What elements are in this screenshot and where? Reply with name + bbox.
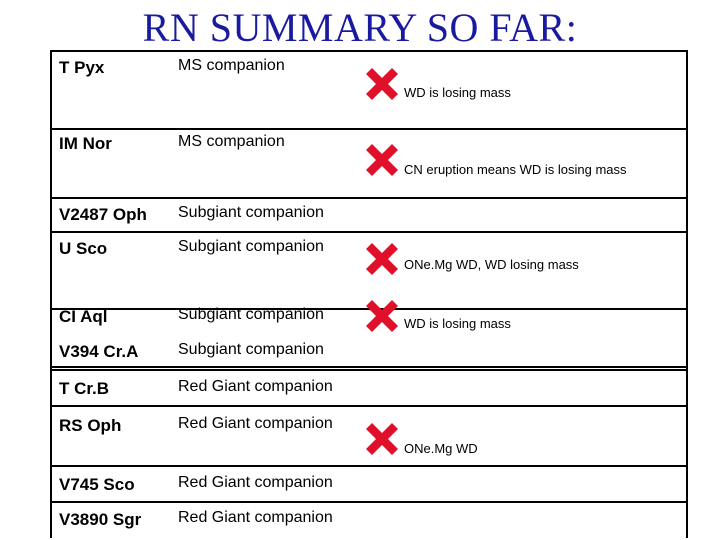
companion-type: Subgiant companion bbox=[178, 204, 324, 221]
x-mark-icon bbox=[364, 142, 400, 178]
note-text: ONe.Mg WD bbox=[404, 441, 478, 456]
companion-type: Subgiant companion bbox=[178, 306, 324, 323]
object-name: V2487 Oph bbox=[59, 205, 147, 224]
note-text: WD is losing mass bbox=[404, 316, 511, 331]
table-row bbox=[52, 130, 686, 199]
x-mark-icon bbox=[364, 241, 400, 277]
object-name: U Sco bbox=[59, 239, 108, 258]
table-row bbox=[52, 371, 686, 407]
companion-type: Red Giant companion bbox=[178, 509, 333, 526]
table-row bbox=[52, 199, 686, 233]
object-name: RS Oph bbox=[59, 416, 122, 435]
table-row bbox=[52, 407, 686, 467]
x-mark-icon bbox=[364, 421, 400, 457]
object-name: V745 Sco bbox=[59, 475, 135, 494]
table-row bbox=[52, 334, 686, 371]
note-text: ONe.Mg WD, WD losing mass bbox=[404, 257, 579, 272]
companion-type: Red Giant companion bbox=[178, 474, 333, 491]
x-mark-icon bbox=[364, 66, 400, 102]
summary-table bbox=[50, 50, 688, 538]
table-row bbox=[52, 52, 686, 130]
table-row bbox=[52, 467, 686, 503]
companion-type: MS companion bbox=[178, 57, 285, 74]
object-name: V3890 Sgr bbox=[59, 510, 142, 529]
note-text: WD is losing mass bbox=[404, 85, 511, 100]
slide-title: RN SUMMARY SO FAR: bbox=[142, 5, 578, 50]
companion-type: Subgiant companion bbox=[178, 341, 324, 358]
object-name: T Cr.B bbox=[59, 379, 110, 398]
object-name: IM Nor bbox=[59, 134, 112, 153]
note-text: CN eruption means WD is losing mass bbox=[404, 162, 627, 177]
table-row bbox=[52, 503, 686, 538]
object-name: CI Aql bbox=[59, 307, 108, 326]
companion-type: Subgiant companion bbox=[178, 238, 324, 255]
x-mark-icon bbox=[364, 298, 400, 334]
companion-type: Red Giant companion bbox=[178, 378, 333, 395]
companion-type: Red Giant companion bbox=[178, 415, 333, 432]
object-name: V394 Cr.A bbox=[59, 342, 139, 361]
companion-type: MS companion bbox=[178, 133, 285, 150]
object-name: T Pyx bbox=[59, 58, 105, 77]
